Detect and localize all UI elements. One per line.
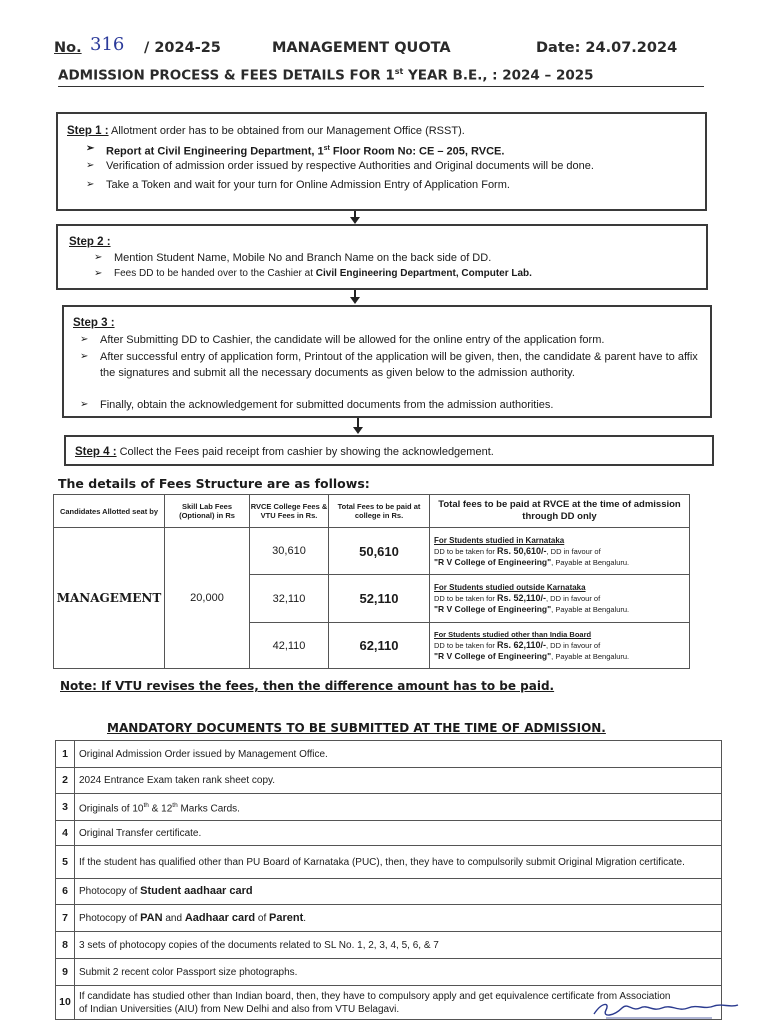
signature-stroke <box>592 996 742 1022</box>
step1-intro: Step 1 : Allotment order has to be obtained from our Management Office (RSST). <box>67 125 465 137</box>
fees-dd-desc: For Students studied other than India Board DD to be taken for Rs. 62,110/-, DD in favour of "R V College of Engineering", Payable at Bengaluru. <box>430 623 690 669</box>
docs-row-text: 2024 Entrance Exam taken rank sheet copy. <box>75 768 722 794</box>
docs-row <box>56 905 722 932</box>
step4-box <box>64 435 714 466</box>
fees-header-candidates: Candidates Allotted seat by <box>54 495 165 528</box>
docs-row-number: 2 <box>56 768 75 794</box>
docs-table <box>55 740 722 1020</box>
fees-header-skill-lab: Skill Lab Fees (Optional) in Rs <box>165 495 250 528</box>
step2-box <box>56 224 708 290</box>
docs-row-text: Original Transfer certificate. <box>75 821 722 846</box>
fees-header-dd-total: Total fees to be paid at RVCE at the time of admission through DD only <box>430 495 690 528</box>
docs-row-number: 4 <box>56 821 75 846</box>
docs-row <box>56 794 722 821</box>
fees-heading: The details of Fees Structure are as follows: <box>58 476 370 491</box>
docs-row <box>56 768 722 794</box>
docs-row-number: 5 <box>56 846 75 879</box>
docs-row-number: 8 <box>56 932 75 959</box>
step3-bullet-3: ➢ Finally, obtain the acknowledgement for submitted documents from the admission authorities. <box>100 397 553 413</box>
docs-row-text: 3 sets of photocopy copies of the documents related to SL No. 1, 2, 3, 4, 5, 6, & 7 <box>75 932 722 959</box>
doc-title: ADMISSION PROCESS & FEES DETAILS FOR 1st YEAR B.E., : 2024 – 2025 <box>58 67 594 84</box>
docs-row-number: 1 <box>56 741 75 768</box>
signature <box>592 996 742 1022</box>
docs-row-text: If the student has qualified other than PU Board of Karnataka (PUC), then, they have to compulsorily submit Original Migration certificate. <box>75 846 722 879</box>
fees-row <box>54 528 690 575</box>
step3-box <box>62 305 712 418</box>
docs-row-text: If candidate has studied other than Indian board, then, they have to compulsory apply and get equivalence certificate from Association of Indian Universities (AIU) from New Delhi and also from VTU Belagavi. <box>75 986 722 1020</box>
quota-label: MANAGEMENT QUOTA <box>272 40 451 56</box>
fees-dd-desc: For Students studied in Karnataka DD to be taken for Rs. 50,610/-, DD in favour of "R V College of Engineering", Payable at Bengaluru. <box>430 528 690 575</box>
docs-row <box>56 932 722 959</box>
flow-arrow-2-head <box>350 297 360 304</box>
fees-total: 62,110 <box>329 623 430 669</box>
step1-bullet-2: ➢ Verification of admission order issued by respective Authorities and Original documents will be done. <box>106 158 594 174</box>
step1-box <box>56 112 707 211</box>
docs-row-number: 9 <box>56 959 75 986</box>
docs-row-number: 3 <box>56 794 75 821</box>
step4-text: Step 4 : Collect the Fees paid receipt from cashier by showing the acknowledgement. <box>75 446 494 458</box>
docs-row-number: 7 <box>56 905 75 932</box>
docs-row-text: Submit 2 recent color Passport size photographs. <box>75 959 722 986</box>
docs-row <box>56 879 722 905</box>
fees-header-college-fees: RVCE College Fees & VTU Fees in Rs. <box>250 495 329 528</box>
fees-total: 52,110 <box>329 575 430 623</box>
title-underline <box>58 86 704 87</box>
fees-college-fee: 32,110 <box>250 575 329 623</box>
ref-number: 316 <box>90 34 125 55</box>
docs-row-text: Originals of 10th & 12th Marks Cards. <box>75 794 722 821</box>
step1-bullet-3: ➢ Take a Token and wait for your turn for Online Admission Entry of Application Form. <box>106 177 510 193</box>
docs-row <box>56 821 722 846</box>
fees-note: Note: If VTU revises the fees, then the difference amount has to be paid. <box>60 679 555 693</box>
docs-row-number: 6 <box>56 879 75 905</box>
fees-dd-desc: For Students studied outside Karnataka DD to be taken for Rs. 52,110/-, DD in favour of "R V College of Engineering", Payable at Bengaluru. <box>430 575 690 623</box>
docs-row <box>56 846 722 879</box>
doc-date: Date: 24.07.2024 <box>536 40 678 56</box>
docs-row <box>56 741 722 768</box>
fees-table <box>53 494 690 669</box>
docs-row-text: Photocopy of PAN and Aadhaar card of Parent. <box>75 905 722 932</box>
fees-college-fee: 30,610 <box>250 528 329 575</box>
flow-arrow-3-head <box>353 427 363 434</box>
fees-total: 50,610 <box>329 528 430 575</box>
no-label: No. <box>54 40 82 56</box>
flow-arrow-1-head <box>350 217 360 224</box>
doc-header <box>54 34 734 64</box>
step2-bullet-1: ➢ Mention Student Name, Mobile No and Branch Name on the back side of DD. <box>114 250 491 266</box>
step3-bullet-1: ➢ After Submitting DD to Cashier, the candidate will be allowed for the online entry of the application form. <box>100 332 604 348</box>
step1-bullet-1: ➢ Report at Civil Engineering Department, 1st Floor Room No: CE – 205, RVCE. <box>106 141 504 160</box>
docs-row <box>56 959 722 986</box>
fees-header-total: Total Fees to be paid at college in Rs. <box>329 495 430 528</box>
docs-row-number: 10 <box>56 986 75 1020</box>
year-code: / 2024-25 <box>144 40 221 56</box>
step2-label: Step 2 : <box>69 236 111 248</box>
fees-college-fee: 42,110 <box>250 623 329 669</box>
docs-heading: MANDATORY DOCUMENTS TO BE SUBMITTED AT THE TIME OF ADMISSION. <box>107 721 606 735</box>
fees-skill-lab: 20,000 <box>165 528 250 669</box>
docs-row-text: Photocopy of Student aadhaar card <box>75 879 722 905</box>
step2-bullet-2: ➢ Fees DD to be handed over to the Cashier at Civil Engineering Department, Computer Lab. <box>114 266 532 282</box>
fees-category: MANAGEMENT <box>54 528 165 669</box>
step3-bullet-2: ➢ After successful entry of application form, Printout of the application will be given, then, the candidate & parent have to affix the signatures and submit all the necessary documents as given below to the admission authority. <box>100 349 700 381</box>
docs-row-text: Original Admission Order issued by Management Office. <box>75 741 722 768</box>
step3-label: Step 3 : <box>73 317 115 329</box>
